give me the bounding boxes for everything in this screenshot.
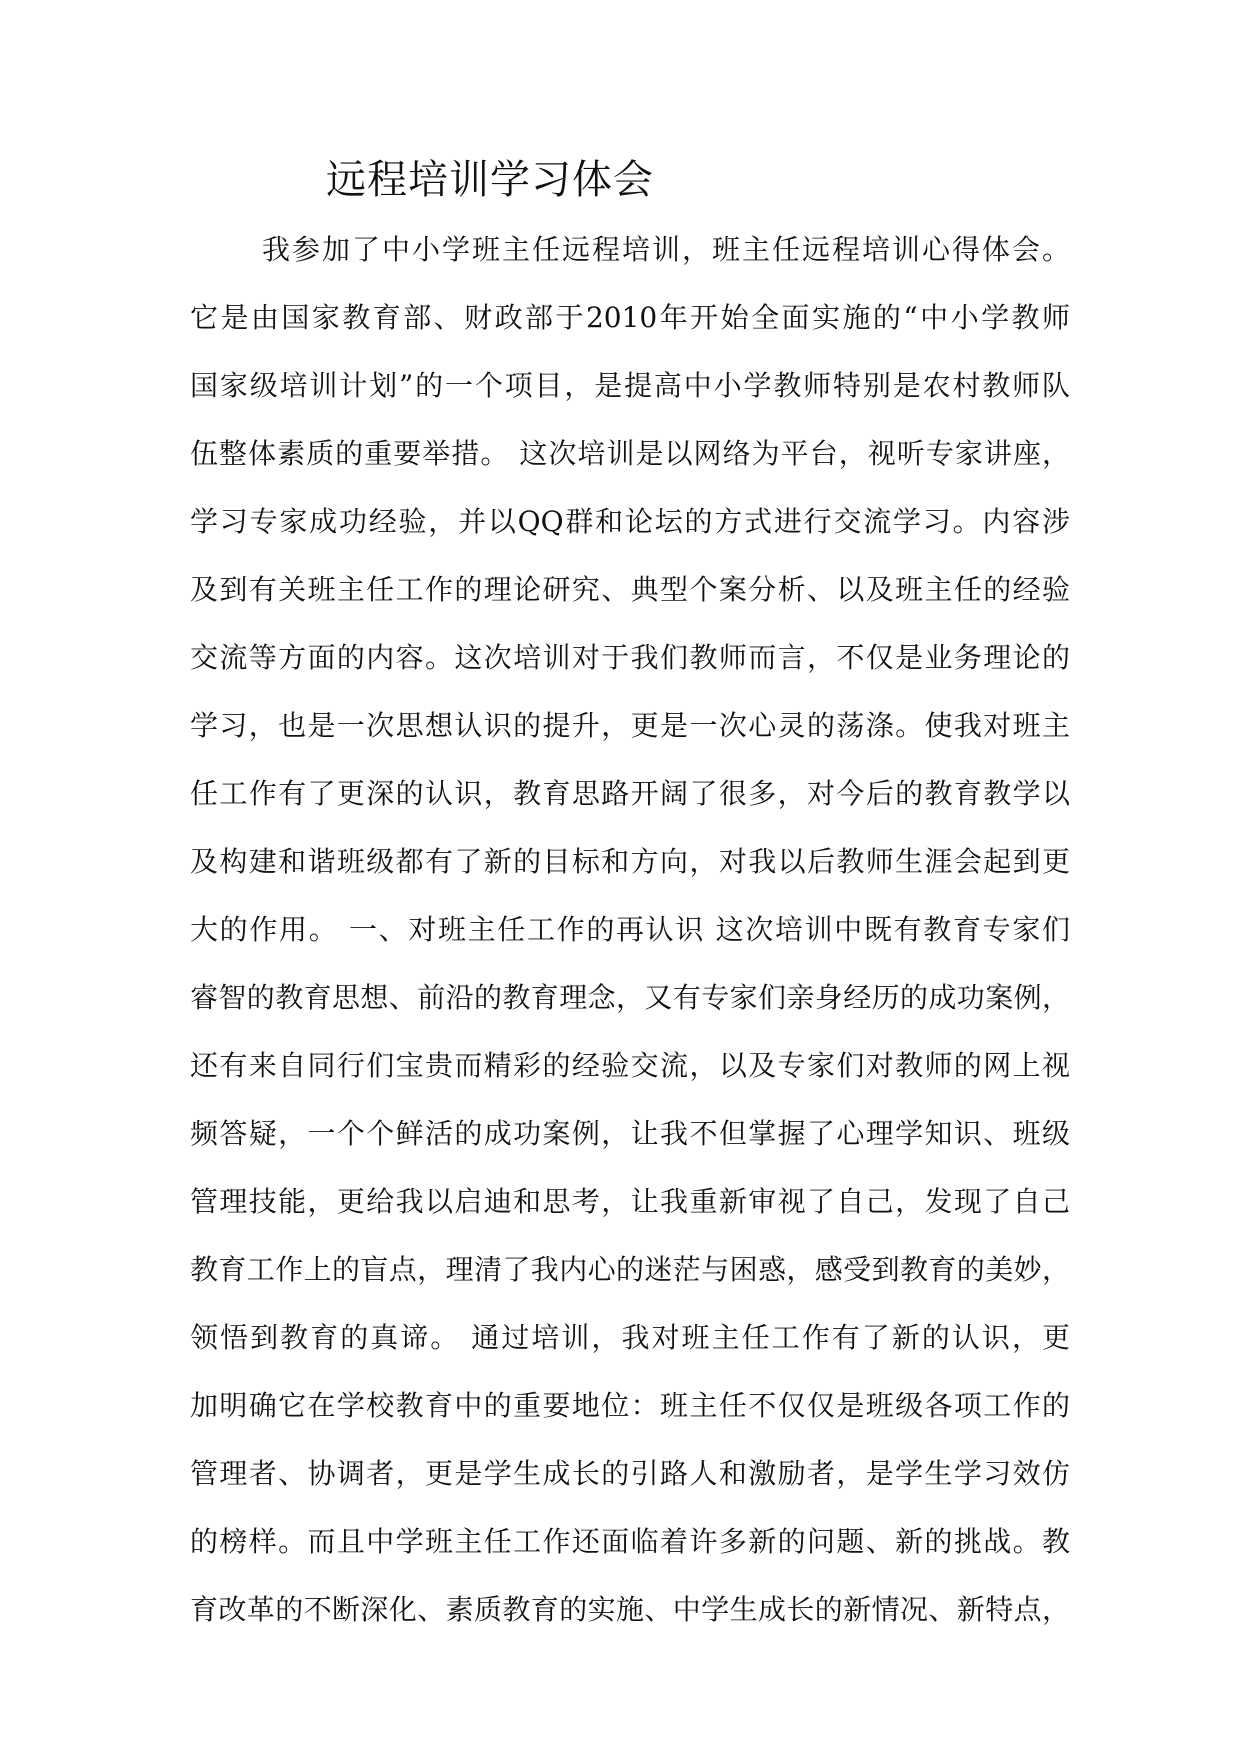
body-line: 育改革的不断深化、素质教育的实施、中学生成长的新情况、新特点， — [190, 1593, 1070, 1626]
body-line: 频答疑，一个个鲜活的成功案例，让我不但掌握了心理学知识、班级 — [190, 1117, 1070, 1150]
body-line: 管理技能，更给我以启迪和思考，让我重新审视了自己，发现了自己 — [190, 1185, 1070, 1218]
document-title: 远程培训学习体会 — [326, 157, 654, 203]
body-line: 大的作用。 一、对班主任工作的再认识 这次培训中既有教育专家们 — [190, 913, 1070, 946]
body-line: 伍整体素质的重要举措。 这次培训是以网络为平台，视听专家讲座， — [190, 437, 1070, 470]
body-line: 管理者、协调者，更是学生成长的引路人和激励者，是学生学习效仿 — [190, 1457, 1070, 1490]
body-line: 及构建和谐班级都有了新的目标和方向，对我以后教师生涯会起到更 — [190, 845, 1070, 878]
body-line: 学习专家成功经验，并以QQ群和论坛的方式进行交流学习。内容涉 — [190, 505, 1070, 538]
body-line: 它是由国家教育部、财政部于2010年开始全面实施的“中小学教师 — [190, 301, 1070, 334]
body-line: 领悟到教育的真谛。 通过培训，我对班主任工作有了新的认识，更 — [190, 1321, 1070, 1354]
body-line: 及到有关班主任工作的理论研究、典型个案分析、以及班主任的经验 — [190, 573, 1070, 606]
body-line: 教育工作上的盲点，理清了我内心的迷茫与困惑，感受到教育的美妙， — [190, 1253, 1070, 1286]
body-line: 加明确它在学校教育中的重要地位：班主任不仅仅是班级各项工作的 — [190, 1389, 1070, 1422]
body-line: 国家级培训计划”的一个项目，是提高中小学教师特别是农村教师队 — [190, 369, 1070, 402]
body-line: 任工作有了更深的认识，教育思路开阔了很多，对今后的教育教学以 — [190, 777, 1070, 810]
document-body — [190, 216, 1070, 1644]
body-line: 的榜样。而且中学班主任工作还面临着许多新的问题、新的挑战。教 — [190, 1525, 1070, 1558]
body-line: 我参加了中小学班主任远程培训，班主任远程培训心得体会。 — [262, 233, 1070, 266]
body-line: 还有来自同行们宝贵而精彩的经验交流，以及专家们对教师的网上视 — [190, 1049, 1070, 1082]
body-line: 睿智的教育思想、前沿的教育理念，又有专家们亲身经历的成功案例， — [190, 981, 1070, 1014]
body-line: 学习，也是一次思想认识的提升，更是一次心灵的荡涤。使我对班主 — [190, 709, 1070, 742]
body-line: 交流等方面的内容。这次培训对于我们教师而言，不仅是业务理论的 — [190, 641, 1070, 674]
